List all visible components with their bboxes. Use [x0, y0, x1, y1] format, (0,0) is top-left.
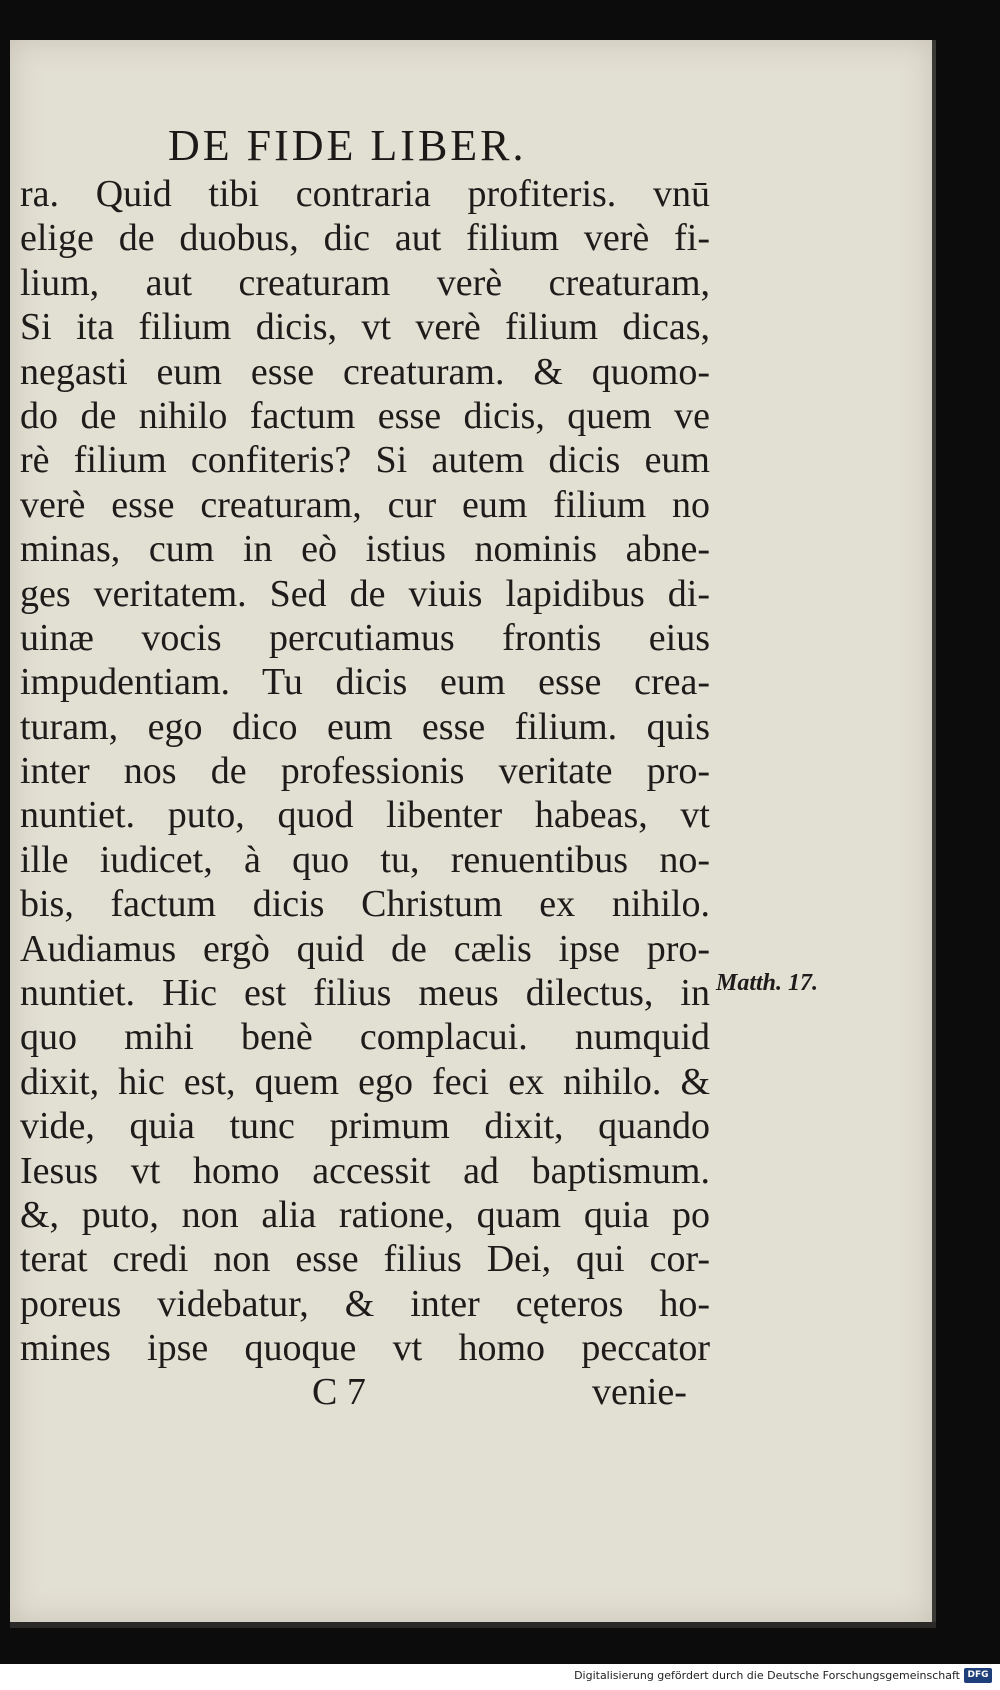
body-text: [20, 172, 710, 1371]
text-line: ille iudicet, à quo tu, renuentibus no-: [20, 838, 710, 881]
footer-credit: Digitalisierung gefördert durch die Deutsche Forschungsgemeinschaft: [574, 1669, 960, 1682]
text-line: nuntiet. Hic est filius meus dilectus, in: [20, 972, 710, 1015]
text-line: quo mihi benè complacui. numquid: [20, 1016, 710, 1059]
dfg-logo-icon: DFG: [964, 1668, 992, 1683]
text-line: Audiamus ergò quid de cælis ipse pro-: [20, 927, 710, 970]
footer-bar: [0, 1664, 1000, 1690]
text-line: uinæ vocis percutiamus frontis eius: [20, 616, 710, 659]
page-edge: [10, 1622, 936, 1628]
text-line: terat credi non esse filius Dei, qui cor-: [20, 1238, 710, 1281]
text-line: inter nos de professionis veritate pro-: [20, 750, 710, 793]
text-line: do de nihilo factum esse dicis, quem ve: [20, 394, 710, 437]
text-line: minas, cum in eò istius nominis abne-: [20, 528, 710, 571]
text-line: vide, quia tunc primum dixit, quando: [20, 1105, 710, 1148]
text-line: verè esse creaturam, cur eum filium no: [20, 483, 710, 526]
catchword: venie-: [592, 1371, 687, 1413]
text-line: impudentiam. Tu dicis eum esse crea-: [20, 661, 710, 704]
text-line: mines ipse quoque vt homo peccator: [20, 1327, 710, 1370]
text-line: negasti eum esse creaturam. & quomo-: [20, 350, 710, 393]
text-line: dixit, hic est, quem ego feci ex nihilo. &: [20, 1060, 710, 1103]
text-line: bis, factum dicis Christum ex nihilo.: [20, 883, 710, 926]
text-line: Iesus vt homo accessit ad baptismum.: [20, 1149, 710, 1192]
text-line: elige de duobus, dic aut filium verè fi-: [20, 217, 710, 260]
signature-mark: C 7: [312, 1371, 366, 1413]
text-line: rè filium confiteris? Si autem dicis eum: [20, 439, 710, 482]
text-line: nuntiet. puto, quod libenter habeas, vt: [20, 794, 710, 837]
text-line: turam, ego dico eum esse filium. quis: [20, 705, 710, 748]
text-line: poreus videbatur, & inter cęteros ho-: [20, 1282, 710, 1325]
text-line: ges veritatem. Sed de viuis lapidibus di-: [20, 572, 710, 615]
running-head: DE FIDE LIBER.: [168, 121, 527, 170]
text-line: lium, aut creaturam verè creaturam,: [20, 261, 710, 304]
text-line: Si ita filium dicis, vt verè filium dicas,: [20, 306, 710, 349]
text-line: &, puto, non alia ratione, quam quia po: [20, 1193, 710, 1236]
text-line: ra. Quid tibi contraria profiteris. vnū: [20, 173, 710, 215]
marginal-note: Matth. 17.: [716, 970, 819, 996]
